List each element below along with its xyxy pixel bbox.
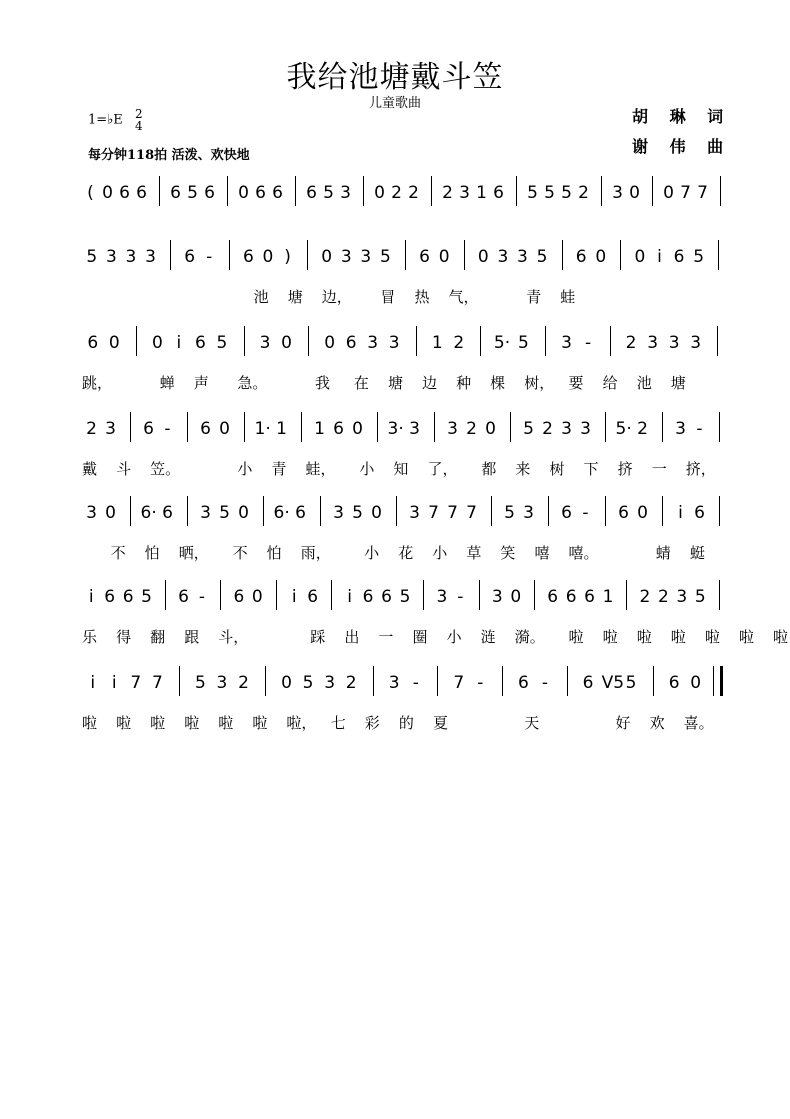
note: 0 — [219, 419, 230, 439]
barline — [610, 326, 611, 356]
barline — [626, 580, 627, 610]
note: 0 — [108, 333, 120, 353]
barline — [170, 240, 171, 270]
barline — [130, 412, 131, 442]
barline — [502, 666, 503, 696]
note: 0 — [371, 503, 382, 523]
note: 3 — [561, 333, 572, 353]
time-signature-bottom: 4 — [134, 119, 143, 133]
note: 6 — [668, 673, 680, 693]
note: 6 — [204, 183, 215, 203]
note: - — [198, 587, 206, 607]
note: 6 — [362, 587, 374, 607]
note: i — [176, 333, 182, 353]
note: 6 — [575, 247, 587, 267]
song-title: 我给池塘戴斗笠 — [286, 60, 504, 95]
note: i — [347, 587, 352, 607]
note: 3 — [340, 183, 351, 203]
lyrics-row: 戴 斗 笠。 小 青 蛙， 小 知 了， 都 来 树 下 挤 一 挤， — [82, 460, 716, 478]
note: 3 — [580, 419, 591, 439]
note: 1 — [276, 419, 287, 439]
note: 6 — [582, 673, 594, 693]
time-signature — [135, 108, 143, 132]
barline — [229, 240, 230, 270]
note: 6 — [547, 587, 559, 607]
note: 5 — [302, 673, 314, 693]
note: 6· — [140, 503, 157, 523]
note: 2 — [578, 183, 589, 203]
note: i — [291, 587, 297, 607]
note: - — [477, 673, 484, 693]
note: 6 — [584, 587, 595, 607]
note: 0 — [477, 247, 489, 267]
note: 5 — [141, 587, 152, 607]
barline — [179, 666, 180, 696]
note: 0 — [510, 587, 522, 607]
barline — [187, 412, 188, 442]
note: 5 — [86, 247, 98, 267]
barline — [718, 240, 719, 270]
note: 1 — [314, 419, 325, 439]
barline — [159, 176, 160, 206]
note: - — [206, 247, 213, 267]
note: 0 — [262, 247, 274, 267]
barline — [479, 580, 480, 610]
note: 6 — [233, 587, 245, 607]
barline — [423, 580, 424, 610]
note: 3 — [517, 247, 528, 267]
note: 6 — [518, 673, 529, 693]
lyrics-row — [82, 222, 728, 242]
note: 0 — [238, 183, 249, 203]
barline — [331, 580, 332, 610]
note: 6 — [122, 587, 134, 607]
barline — [320, 496, 321, 526]
barline — [491, 496, 492, 526]
note: 7 — [428, 503, 439, 523]
note: 2 — [238, 673, 249, 693]
note: 6 — [333, 419, 344, 439]
barline — [187, 496, 188, 526]
barline — [620, 240, 621, 270]
key-label: 1=♭E — [88, 112, 123, 128]
note: 6 — [618, 503, 629, 523]
note: ) — [284, 247, 291, 267]
note: 6 — [143, 419, 154, 439]
note: 0 — [485, 419, 496, 439]
note: 0 — [438, 247, 450, 267]
note: 5 — [625, 673, 637, 693]
note: - — [582, 503, 589, 523]
note: 3 — [459, 183, 470, 203]
note: 3 — [216, 673, 228, 693]
barline — [719, 580, 720, 610]
note: 5 — [399, 587, 411, 607]
barline — [276, 580, 277, 610]
note: 0 — [634, 247, 646, 267]
barline — [308, 326, 309, 356]
barline — [652, 176, 653, 206]
song-subtitle: 儿童歌曲 — [368, 96, 421, 111]
note: 0 — [629, 183, 640, 203]
note: 6 — [306, 183, 317, 203]
note: 3 — [86, 503, 97, 523]
note: 6 — [170, 183, 181, 203]
note: 2 — [657, 587, 669, 607]
note: 0 — [151, 333, 163, 353]
barline — [136, 326, 137, 356]
note: 6 — [184, 247, 196, 267]
note: 3 — [259, 333, 271, 353]
note: - — [457, 587, 464, 607]
note: 6 — [200, 419, 211, 439]
note: 6 — [104, 587, 116, 607]
note: 2 — [408, 183, 419, 203]
note: i — [90, 673, 96, 693]
note: 6 — [345, 333, 357, 353]
note: 6 — [419, 247, 430, 267]
note: 5 — [504, 503, 515, 523]
note: 7 — [453, 673, 465, 693]
barline — [480, 326, 481, 356]
barline — [265, 666, 266, 696]
note: 6 — [242, 247, 254, 267]
note: 5 — [536, 247, 548, 267]
note: 5 — [352, 503, 363, 523]
note: 7 — [151, 673, 163, 693]
note: 3 — [145, 247, 156, 267]
note: 0 — [637, 503, 648, 523]
note: 3 — [690, 333, 702, 353]
barline — [396, 496, 397, 526]
note: 2 — [639, 587, 651, 607]
note: 6 — [162, 503, 173, 523]
note: 3 — [497, 247, 509, 267]
notes-row — [82, 416, 728, 448]
barline — [545, 326, 546, 356]
note: 3 — [324, 673, 336, 693]
note: 0 — [238, 503, 249, 523]
lyrics-row: 乐 得 翻 跟 斗， 踩 出 一 圈 小 涟 漪。 啦 啦 啦 啦 啦 啦 啦 — [82, 628, 788, 646]
note: - — [696, 419, 703, 439]
note: 5 — [380, 247, 391, 267]
note: 3 — [125, 247, 137, 267]
note: 6 — [381, 587, 392, 607]
barline — [567, 666, 568, 696]
barline — [601, 176, 602, 206]
note: i — [111, 673, 117, 693]
notes-row — [82, 500, 728, 532]
note: 2 — [391, 183, 402, 203]
note: 3 — [409, 503, 420, 523]
barline — [377, 412, 378, 442]
lyrics-row: 池 塘 边， 冒 热 气， 青 蛙 — [82, 288, 576, 306]
note: 5 — [561, 183, 572, 203]
barline — [719, 412, 720, 442]
barline — [562, 240, 563, 270]
barline — [516, 176, 517, 206]
barline — [244, 412, 245, 442]
barline — [263, 496, 264, 526]
barline — [534, 580, 535, 610]
note: 5 — [323, 183, 334, 203]
barline — [307, 240, 308, 270]
note: 2 — [345, 673, 357, 693]
note: 0 — [281, 333, 292, 353]
lyricist-credit: 胡 琳 词 — [632, 107, 732, 126]
note: V5 — [601, 673, 625, 693]
note: 5 — [187, 183, 198, 203]
note: 5 — [527, 183, 538, 203]
note: 3 — [200, 503, 211, 523]
barline — [548, 496, 549, 526]
note: 3 — [333, 503, 344, 523]
barline — [719, 496, 720, 526]
barline — [130, 496, 131, 526]
note: 3 — [388, 333, 400, 353]
note: 6 — [178, 587, 189, 607]
note: 3 — [105, 419, 116, 439]
note: 5· — [493, 333, 511, 353]
note: 2 — [542, 419, 553, 439]
note: 7 — [447, 503, 458, 523]
note: 3 — [340, 247, 352, 267]
note: - — [541, 673, 549, 693]
note: 6 — [195, 333, 206, 353]
note: 3 — [360, 247, 372, 267]
note: 7 — [130, 673, 142, 693]
note: 2 — [466, 419, 477, 439]
note: 3· — [387, 419, 404, 439]
barline — [220, 580, 221, 610]
barline — [227, 176, 228, 206]
barline — [363, 176, 364, 206]
note: 1· — [254, 419, 271, 439]
barline — [605, 412, 606, 442]
note: 3 — [491, 587, 503, 607]
final-barline — [713, 666, 723, 696]
note: i — [657, 247, 662, 267]
note: 0 — [281, 673, 292, 693]
barline — [434, 412, 435, 442]
note: i — [88, 587, 94, 607]
note: 6 — [307, 587, 319, 607]
barline — [464, 240, 465, 270]
note: 1 — [602, 587, 614, 607]
note: 5 — [523, 419, 534, 439]
note: - — [164, 419, 171, 439]
note: 5 — [544, 183, 555, 203]
note: 1 — [431, 333, 443, 353]
note: 7 — [697, 183, 708, 203]
note: 0 — [324, 333, 336, 353]
note: 3 — [447, 419, 458, 439]
note: 3 — [668, 333, 680, 353]
note: 0 — [595, 247, 607, 267]
barline — [717, 326, 718, 356]
notes-row — [82, 244, 728, 276]
notes-row — [82, 584, 728, 616]
tempo-marking: 每分钟118拍 活泼、欢快地 — [88, 148, 250, 163]
note: 6 — [561, 503, 572, 523]
note: 6 — [493, 183, 504, 203]
note: 3 — [647, 333, 659, 353]
note: 3 — [367, 333, 379, 353]
note: 6 — [255, 183, 266, 203]
barline — [437, 666, 438, 696]
note: 0 — [102, 183, 113, 203]
notes-row — [82, 670, 728, 702]
note: 3 — [676, 587, 688, 607]
note: 6 — [119, 183, 130, 203]
note: 0 — [663, 183, 674, 203]
note: 0 — [374, 183, 385, 203]
note: 6 — [694, 503, 705, 523]
barline — [301, 412, 302, 442]
note: 3 — [409, 419, 420, 439]
note: 3 — [388, 673, 400, 693]
notes-row — [82, 180, 728, 212]
barline — [295, 176, 296, 206]
composer-credit: 谢 伟 曲 — [632, 137, 732, 156]
note: 2 — [86, 419, 97, 439]
note: 2 — [625, 333, 637, 353]
note: 5 — [693, 247, 705, 267]
note: 6 — [136, 183, 147, 203]
note: 2 — [637, 419, 648, 439]
note: 6 — [295, 503, 306, 523]
note: 5 — [216, 333, 228, 353]
note: 3 — [436, 587, 448, 607]
note: 6 — [565, 587, 577, 607]
note: 6 — [272, 183, 283, 203]
barline — [605, 496, 606, 526]
key-signature — [88, 108, 143, 132]
note: i — [678, 503, 683, 523]
barline — [653, 666, 654, 696]
note: 0 — [352, 419, 363, 439]
note: 0 — [321, 247, 333, 267]
note: 6· — [273, 503, 290, 523]
barline — [662, 496, 663, 526]
note: - — [584, 333, 592, 353]
note: 3 — [523, 503, 534, 523]
note: 3 — [105, 247, 117, 267]
notes-row — [82, 330, 728, 362]
barline — [373, 666, 374, 696]
note: 3 — [612, 183, 623, 203]
note: 2 — [442, 183, 453, 203]
note: 3 — [561, 419, 572, 439]
barline — [405, 240, 406, 270]
note: 0 — [251, 587, 263, 607]
barline — [720, 176, 721, 206]
note: 1 — [476, 183, 487, 203]
note: 2 — [453, 333, 465, 353]
barline — [416, 326, 417, 356]
barline — [244, 326, 245, 356]
barline — [662, 412, 663, 442]
note: - — [412, 673, 419, 693]
lyrics-row: 不 怕 晒， 不 怕 雨， 小 花 小 草 笑 嘻 嘻。 蜻 蜓 — [82, 544, 705, 562]
note: 7 — [680, 183, 691, 203]
note: 7 — [466, 503, 477, 523]
note: 5 — [694, 587, 706, 607]
barline — [510, 412, 511, 442]
note: 5 — [518, 333, 529, 353]
note: 5 — [219, 503, 230, 523]
note: 5 — [195, 673, 206, 693]
barline — [431, 176, 432, 206]
lyrics-row: 啦 啦 啦 啦 啦 啦 啦， 七 彩 的 夏 天 好 欢 喜。 — [82, 714, 714, 732]
note: 6 — [87, 333, 99, 353]
note: 3 — [675, 419, 686, 439]
note: ( — [87, 183, 94, 203]
lyrics-row: 跳， 蝉 声 急。 我 在 塘 边 种 棵 树， 要 给 池 塘 — [82, 374, 686, 392]
barline — [165, 580, 166, 610]
note: 0 — [690, 673, 702, 693]
note: 0 — [105, 503, 116, 523]
note: 5· — [615, 419, 632, 439]
time-signature-top: 2 — [134, 107, 143, 121]
note: 6 — [673, 247, 685, 267]
